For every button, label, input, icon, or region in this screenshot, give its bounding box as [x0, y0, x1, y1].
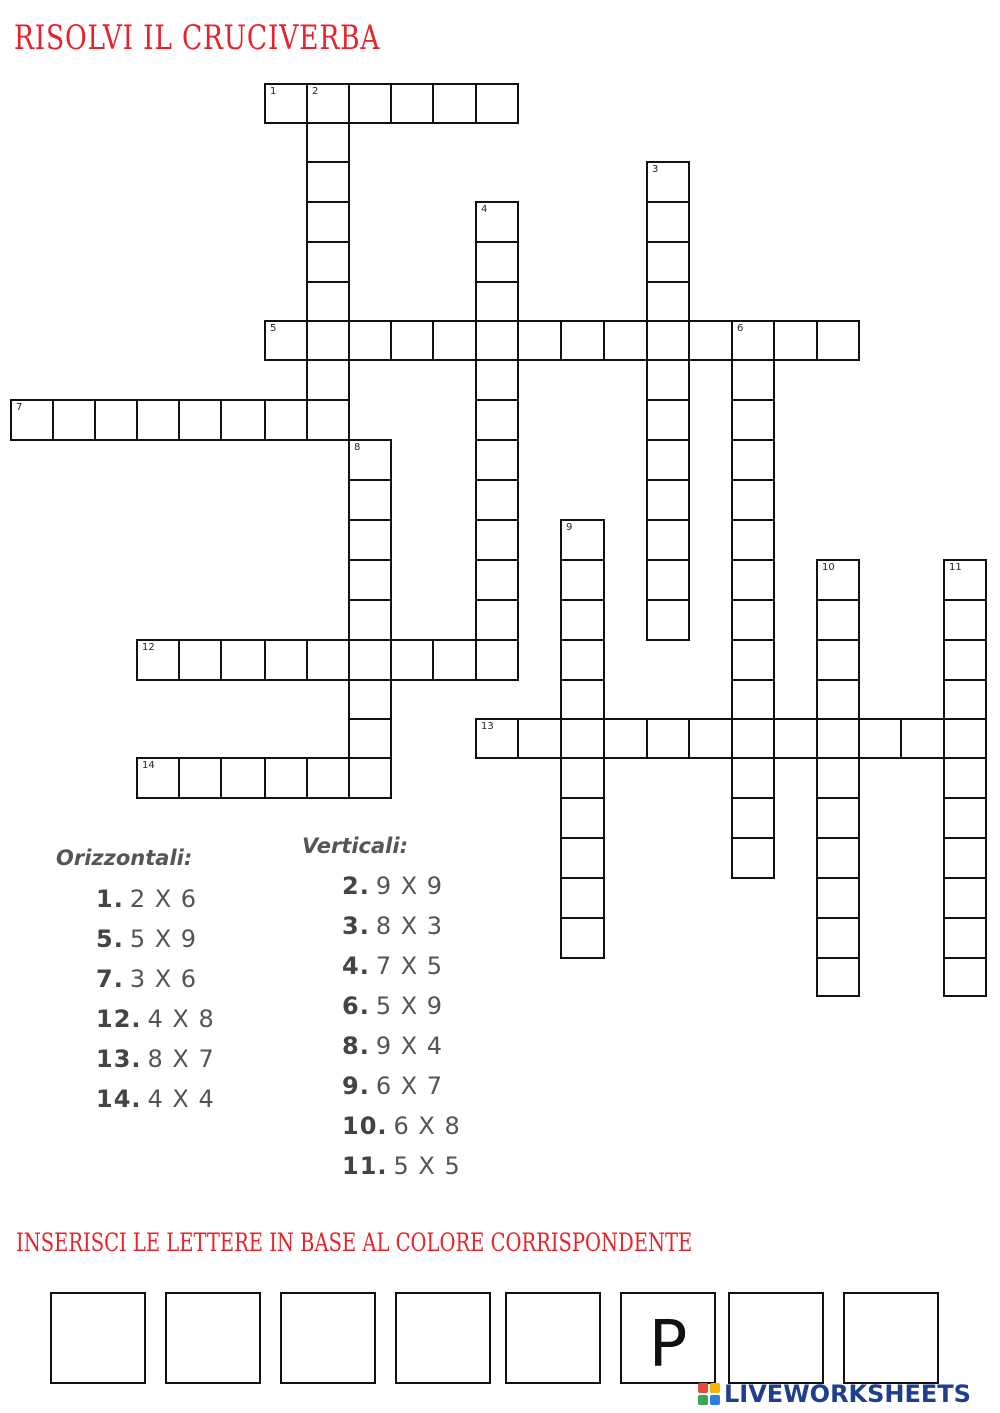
crossword-cell[interactable]	[475, 359, 519, 401]
crossword-cell[interactable]	[943, 718, 987, 759]
crossword-cell[interactable]	[731, 718, 775, 759]
clue-number: 11.	[342, 1152, 388, 1180]
crossword-cell[interactable]	[603, 718, 648, 759]
answer-letter-box[interactable]	[280, 1292, 376, 1384]
crossword-cell[interactable]	[646, 479, 690, 521]
brand-name: LIVEWORKSHEETS	[724, 1380, 971, 1408]
clue-number-label: 7	[16, 402, 23, 413]
crossword-cell[interactable]	[220, 757, 266, 799]
crossword-cell[interactable]	[348, 479, 392, 521]
crossword-cell[interactable]	[432, 320, 477, 361]
crossword-cell[interactable]	[348, 757, 392, 799]
clue-item	[96, 1005, 215, 1033]
clue-number-label: 6	[737, 323, 744, 334]
crossword-cell[interactable]	[306, 281, 350, 322]
crossword-cell[interactable]	[136, 399, 180, 441]
crossword-cell[interactable]	[646, 281, 690, 322]
crossword-cell[interactable]	[560, 599, 605, 641]
crossword-cell[interactable]	[475, 479, 519, 521]
brand-logo-square	[698, 1383, 708, 1393]
crossword-cell[interactable]	[348, 599, 392, 641]
crossword-cell[interactable]	[943, 917, 987, 959]
crossword-cell[interactable]	[731, 679, 775, 720]
crossword-cell[interactable]	[52, 399, 96, 441]
clue-number-label: 2	[312, 86, 319, 97]
crossword-cell[interactable]	[816, 837, 860, 879]
clue-number: 10.	[342, 1112, 388, 1140]
crossword-cell[interactable]	[306, 399, 350, 441]
clue-text: 6 X 8	[393, 1112, 461, 1140]
crossword-cell[interactable]	[475, 399, 519, 441]
crossword-cell[interactable]	[390, 639, 434, 681]
crossword-cell[interactable]	[816, 639, 860, 681]
clue-number: 8.	[342, 1032, 370, 1060]
horizontal-heading: Orizzontali:	[56, 846, 193, 870]
crossword-cell[interactable]	[646, 519, 690, 561]
clue-text: 3 X 6	[129, 965, 198, 993]
answer-letter-box[interactable]	[505, 1292, 601, 1384]
crossword-cell[interactable]	[731, 359, 775, 401]
crossword-cell[interactable]	[432, 639, 477, 681]
crossword-cell[interactable]	[816, 877, 860, 919]
crossword-cell[interactable]	[348, 83, 392, 124]
crossword-cell[interactable]	[475, 439, 519, 481]
crossword-cell[interactable]	[943, 639, 987, 681]
crossword-cell[interactable]	[731, 639, 775, 681]
crossword-cell[interactable]	[264, 320, 308, 361]
answer-letter-box[interactable]	[165, 1292, 261, 1384]
brand-logo-icon	[698, 1383, 720, 1405]
vertical-heading: Verticali:	[302, 834, 408, 858]
clue-number-label: 14	[142, 760, 155, 771]
clue-text: 4 X 4	[147, 1085, 215, 1113]
clue-text: 5 X 5	[393, 1152, 461, 1180]
clue-number: 5.	[96, 925, 124, 953]
answer-letter-box[interactable]: P	[620, 1292, 716, 1384]
clue-number-label: 8	[354, 442, 361, 453]
clue-number: 13.	[96, 1045, 142, 1073]
answer-letter-box[interactable]	[395, 1292, 491, 1384]
clue-item	[96, 1085, 215, 1113]
crossword-cell[interactable]	[646, 161, 690, 203]
crossword-cell[interactable]	[475, 320, 519, 361]
crossword-cell[interactable]	[560, 797, 605, 839]
clue-number-label: 10	[822, 562, 835, 573]
crossword-cell[interactable]	[560, 718, 605, 759]
crossword-cell[interactable]	[348, 718, 392, 759]
crossword-cell[interactable]	[264, 399, 308, 441]
crossword-cell[interactable]	[306, 161, 350, 203]
clue-item	[96, 965, 197, 993]
clue-text: 5 X 9	[375, 992, 444, 1020]
crossword-cell[interactable]	[306, 320, 350, 361]
crossword-cell[interactable]	[646, 599, 690, 641]
answer-letter-box[interactable]	[50, 1292, 146, 1384]
crossword-cell[interactable]	[943, 797, 987, 839]
clue-number-label: 5	[270, 323, 277, 334]
crossword-cell[interactable]	[10, 399, 54, 441]
crossword-cell[interactable]	[816, 559, 860, 601]
clue-item	[342, 912, 443, 940]
answer-letter-box[interactable]	[843, 1292, 939, 1384]
crossword-cell[interactable]	[475, 639, 519, 681]
clue-text: 7 X 5	[375, 952, 444, 980]
crossword-cell[interactable]	[943, 757, 987, 799]
crossword-cell[interactable]	[560, 837, 605, 879]
crossword-cell[interactable]	[731, 757, 775, 799]
crossword-cell[interactable]	[178, 639, 222, 681]
crossword-cell[interactable]	[348, 679, 392, 720]
crossword-cell[interactable]	[816, 679, 860, 720]
crossword-cell[interactable]	[136, 757, 180, 799]
brand-watermark	[698, 1380, 971, 1408]
crossword-cell[interactable]	[306, 757, 350, 799]
crossword-cell[interactable]	[475, 599, 519, 641]
instruction-text: INSERISCI LE LETTERE IN BASE AL COLORE CORRISPONDENTE	[16, 1228, 693, 1257]
crossword-cell[interactable]	[816, 320, 860, 361]
crossword-cell[interactable]	[731, 599, 775, 641]
crossword-cell[interactable]	[390, 320, 434, 361]
crossword-cell[interactable]	[943, 877, 987, 919]
crossword-cell[interactable]	[475, 281, 519, 322]
crossword-cell[interactable]	[475, 201, 519, 243]
clue-item	[96, 885, 197, 913]
crossword-cell[interactable]	[773, 718, 818, 759]
crossword-cell[interactable]	[306, 241, 350, 283]
crossword-cell[interactable]	[220, 639, 266, 681]
crossword-cell[interactable]	[560, 917, 605, 959]
crossword-cell[interactable]	[688, 718, 733, 759]
crossword-cell[interactable]	[264, 83, 308, 124]
crossword-cell[interactable]	[220, 399, 266, 441]
crossword-cell[interactable]	[517, 718, 562, 759]
clue-number-label: 9	[566, 522, 573, 533]
crossword-cell[interactable]	[731, 797, 775, 839]
clue-number-label: 4	[481, 204, 488, 215]
crossword-cell[interactable]	[731, 559, 775, 601]
crossword-cell[interactable]	[731, 439, 775, 481]
clue-number-label: 3	[652, 164, 659, 175]
crossword-cell[interactable]	[306, 201, 350, 243]
crossword-cell[interactable]	[731, 519, 775, 561]
clue-text: 5 X 9	[129, 925, 198, 953]
crossword-cell[interactable]	[264, 639, 308, 681]
crossword-cell[interactable]	[136, 639, 180, 681]
crossword-cell[interactable]	[475, 519, 519, 561]
crossword-cell[interactable]	[646, 359, 690, 401]
clue-item	[96, 1045, 215, 1073]
clue-number-label: 13	[481, 721, 494, 732]
crossword-cell[interactable]	[731, 399, 775, 441]
crossword-cell[interactable]	[646, 241, 690, 283]
crossword-cell[interactable]	[603, 320, 648, 361]
clue-number: 7.	[96, 965, 124, 993]
crossword-cell[interactable]	[816, 757, 860, 799]
crossword-cell[interactable]	[475, 83, 519, 124]
clue-text: 8 X 7	[147, 1045, 215, 1073]
clue-number: 4.	[342, 952, 370, 980]
crossword-cell[interactable]	[943, 599, 987, 641]
crossword-cell[interactable]	[348, 320, 392, 361]
crossword-cell[interactable]	[348, 559, 392, 601]
brand-logo-square	[698, 1395, 708, 1405]
crossword-cell[interactable]	[858, 718, 902, 759]
clue-text: 4 X 8	[147, 1005, 215, 1033]
clue-item	[342, 1152, 461, 1180]
clue-item	[342, 872, 443, 900]
crossword-cell[interactable]	[816, 797, 860, 839]
crossword-cell[interactable]	[731, 837, 775, 879]
brand-logo-square	[710, 1395, 720, 1405]
crossword-cell[interactable]	[646, 320, 690, 361]
clue-item	[96, 925, 197, 953]
crossword-cell[interactable]	[178, 757, 222, 799]
crossword-cell[interactable]	[264, 757, 308, 799]
crossword-cell[interactable]	[646, 559, 690, 601]
clue-text: 8 X 3	[375, 912, 444, 940]
clue-number-label: 11	[949, 562, 962, 573]
crossword-cell[interactable]	[646, 718, 690, 759]
crossword-cell[interactable]	[306, 639, 350, 681]
clue-item	[342, 952, 443, 980]
crossword-cell[interactable]	[348, 519, 392, 561]
crossword-cell[interactable]	[816, 599, 860, 641]
crossword-cell[interactable]	[816, 917, 860, 959]
clue-number: 6.	[342, 992, 370, 1020]
page-title: RISOLVI IL CRUCIVERBA	[14, 18, 381, 58]
clue-number: 3.	[342, 912, 370, 940]
crossword-cell[interactable]	[390, 83, 434, 124]
crossword-cell[interactable]	[900, 718, 945, 759]
crossword-cell[interactable]	[731, 479, 775, 521]
clue-number: 2.	[342, 872, 370, 900]
clue-item	[342, 992, 443, 1020]
crossword-cell[interactable]	[731, 320, 775, 361]
crossword-cell[interactable]	[306, 359, 350, 401]
clue-text: 9 X 9	[375, 872, 444, 900]
crossword-cell[interactable]	[646, 201, 690, 243]
clue-text: 2 X 6	[129, 885, 198, 913]
crossword-cell[interactable]	[943, 957, 987, 997]
crossword-cell[interactable]	[646, 439, 690, 481]
crossword-cell[interactable]	[475, 241, 519, 283]
crossword-cell[interactable]	[773, 320, 818, 361]
clue-number: 9.	[342, 1072, 370, 1100]
clue-number: 1.	[96, 885, 124, 913]
clue-number: 12.	[96, 1005, 142, 1033]
crossword-cell[interactable]	[646, 399, 690, 441]
crossword-cell[interactable]	[560, 877, 605, 919]
crossword-cell[interactable]	[560, 320, 605, 361]
crossword-cell[interactable]	[306, 83, 350, 124]
crossword-cell[interactable]	[517, 320, 562, 361]
crossword-cell[interactable]	[560, 679, 605, 720]
crossword-cell[interactable]	[348, 639, 392, 681]
crossword-cell[interactable]	[943, 559, 987, 601]
crossword-cell[interactable]	[475, 559, 519, 601]
crossword-cell[interactable]	[943, 837, 987, 879]
clue-number-label: 1	[270, 86, 277, 97]
crossword-cell[interactable]	[816, 957, 860, 997]
crossword-cell[interactable]	[560, 519, 605, 561]
crossword-cell[interactable]	[348, 439, 392, 481]
crossword-cell[interactable]	[560, 559, 605, 601]
clue-item	[342, 1112, 461, 1140]
crossword-cell[interactable]	[816, 718, 860, 759]
crossword-cell[interactable]	[178, 399, 222, 441]
clue-item	[342, 1072, 443, 1100]
crossword-cell[interactable]	[688, 320, 733, 361]
clue-number-label: 12	[142, 642, 155, 653]
crossword-cell[interactable]	[560, 639, 605, 681]
clue-text: 6 X 7	[375, 1072, 444, 1100]
brand-logo-square	[710, 1383, 720, 1393]
crossword-cell[interactable]	[560, 757, 605, 799]
crossword-cell[interactable]	[475, 718, 519, 759]
answer-letter-box[interactable]	[728, 1292, 824, 1384]
crossword-cell[interactable]	[943, 679, 987, 720]
crossword-cell[interactable]	[94, 399, 138, 441]
crossword-cell[interactable]	[306, 122, 350, 163]
clue-text: 9 X 4	[375, 1032, 444, 1060]
clue-number: 14.	[96, 1085, 142, 1113]
crossword-cell[interactable]	[432, 83, 477, 124]
clue-item	[342, 1032, 443, 1060]
